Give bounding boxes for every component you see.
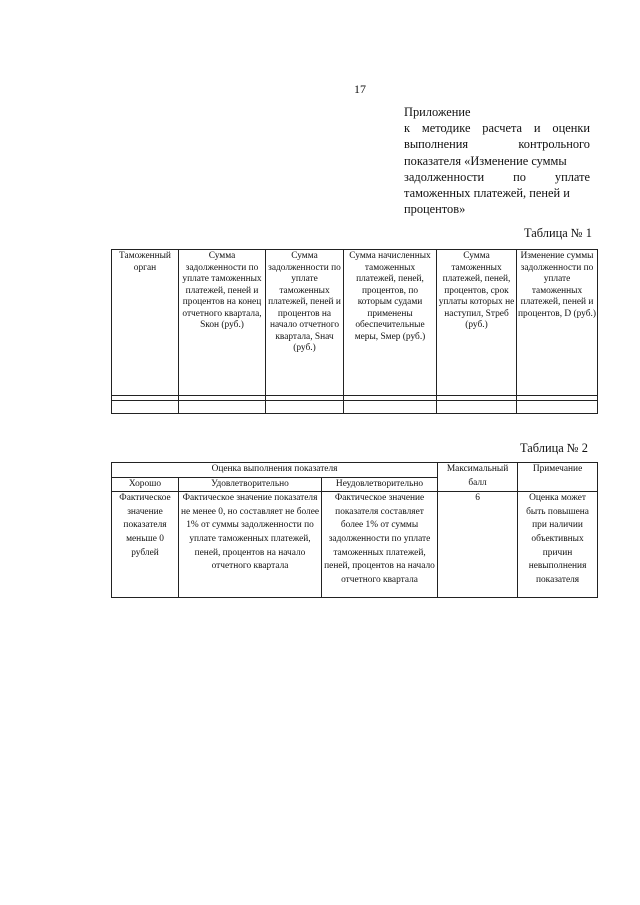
word: задолженности [404,169,485,184]
table1-header-cell: Сумма задолженности по уплате таможенных платежей, пеней и процентов на начало отчетного квартала, Sнач (руб.) [266,250,344,396]
table1-cell [517,401,598,414]
appendix-line-4: показателя «Изменение суммы [404,153,567,168]
table2 [111,462,598,598]
table1-cell [266,401,344,414]
table2-max-score-header: Максимальный балл [438,463,518,492]
table2-cell-max-score: 6 [438,492,518,598]
table2-cell-good: Фактическое значение показателя меньше 0 рублей [112,492,179,598]
table2-cell-unsatisfactory: Фактическое значение показателя составляет более 1% от суммы задолженности по уплате таможенных платежей, пеней, процентов на начало отчетного квартала [322,492,438,598]
word: по [513,169,526,184]
word: уплате [554,169,590,184]
appendix-line-3 [404,136,590,152]
table2-body-row [112,492,598,598]
table1-cell [112,401,179,414]
table1-caption: Таблица № 1 [524,226,592,240]
table1-header-cell: Сумма начисленных таможенных платежей, пеней, процентов, по которым судами применены обеспечительные меры, Sмер (руб.) [344,250,437,396]
table1-cell [344,401,437,414]
table1-header-cell: Сумма задолженности по уплате таможенных платежей, пеней и процентов на конец отчетного квартала, Sкон (руб.) [179,250,266,396]
table2-col-satisfactory: Удовлетворительно [179,477,322,492]
table2-col-good: Хорошо [112,477,179,492]
word: методике [421,121,471,136]
word: оценки [552,121,590,136]
table2-cell-satisfactory: Фактическое значение показателя не менее 0, но составляет не более 1% от суммы задолженности по уплате таможенных платежей, пеней, процентов на начало отчетного квартала [179,492,322,598]
appendix-line-5 [404,169,590,185]
table2-note-header: Примечание [518,463,598,492]
appendix-title: Приложение [404,105,471,119]
table1-header-cell: Сумма таможенных платежей, пеней, процентов, срок уплаты которых не наступил, Sтреб (руб.) [437,250,517,396]
word: расчета [482,121,523,136]
table2-group-header: Оценка выполнения показателя [112,463,438,478]
word: и [533,121,541,136]
table1-cell [437,401,517,414]
table2-header-row [112,463,598,478]
appendix-line-7: процентов» [404,202,466,217]
table1-cell [179,401,266,414]
table1-header-cell: Таможенный орган [112,250,179,396]
table2-caption: Таблица № 2 [520,441,588,455]
appendix-line-6: таможенных платежей, пеней и [404,186,570,201]
page-number: 17 [354,82,366,96]
word: к [404,121,411,136]
appendix-line-2 [404,120,590,136]
word: выполнения [404,137,469,152]
table2-col-unsatisfactory: Неудовлетворительно [322,477,438,492]
appendix-heading [404,104,590,217]
word: контрольного [518,137,590,152]
table1 [111,249,598,414]
table1-header-cell: Изменение суммы задолженности по уплате таможенных платежей, пеней и процентов, D (руб.) [517,250,598,396]
table1-header-row [112,250,598,396]
table1-empty-row [112,401,598,414]
table2-cell-note: Оценка может быть повышена при наличии объективных причин невыполнения показателя [518,492,598,598]
